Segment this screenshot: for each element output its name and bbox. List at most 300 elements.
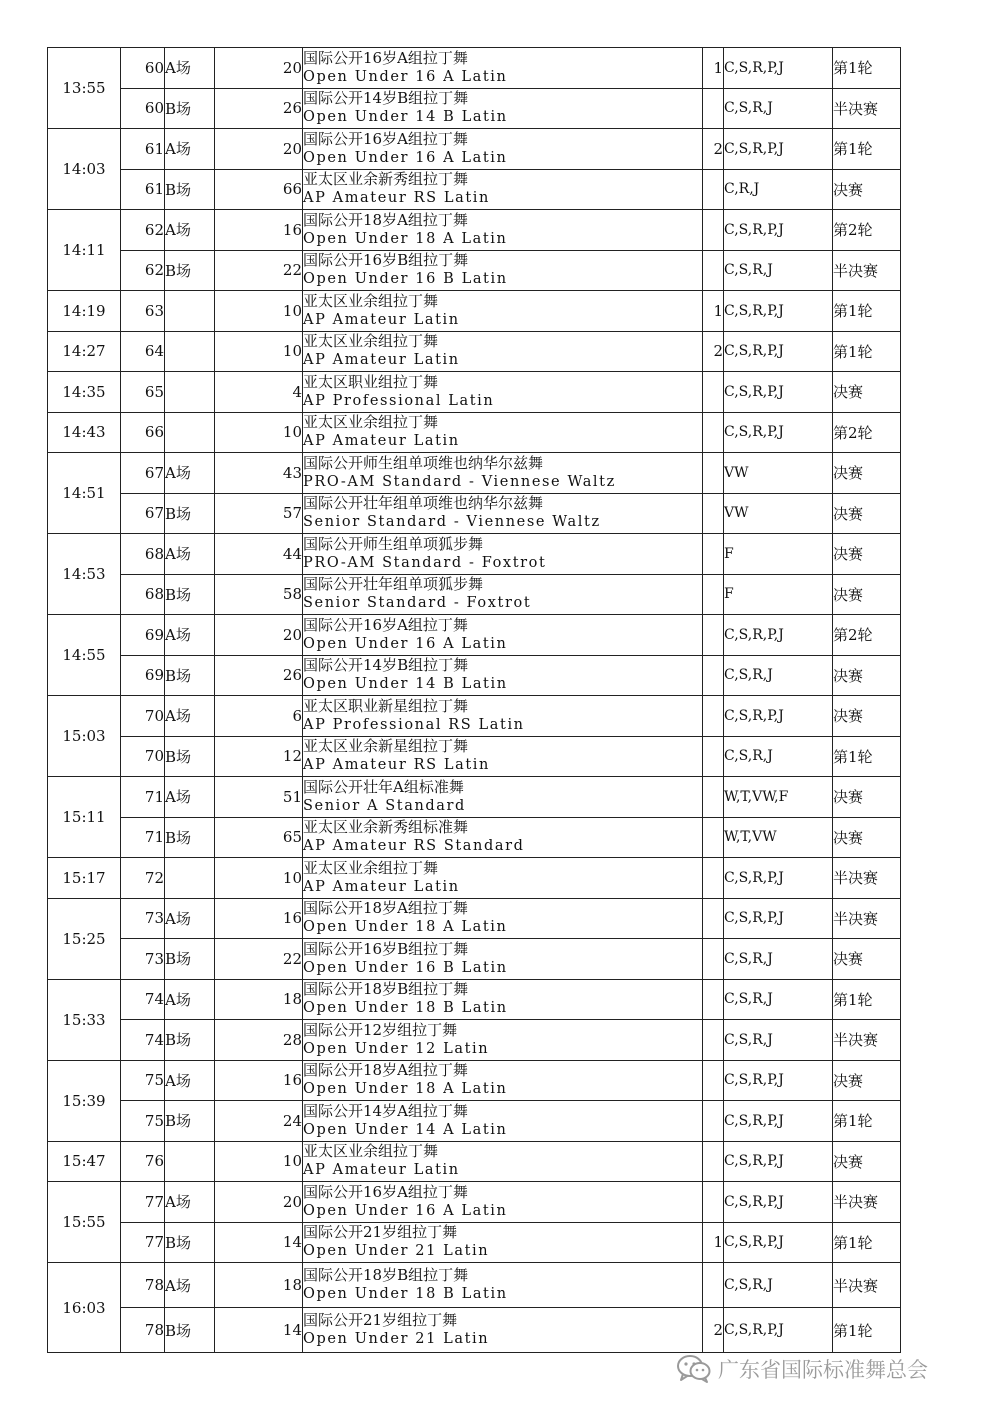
schedule-body xyxy=(48,48,901,1353)
event-number: 78 xyxy=(121,1263,165,1308)
time-slot: 14:03 xyxy=(48,129,121,210)
dance-list: VW xyxy=(724,493,833,534)
dance-list: C,S,R,P,J xyxy=(724,372,833,413)
table-row xyxy=(48,210,901,251)
watermark-text: 广东省国际标准舞总会 xyxy=(718,1358,928,1382)
event-name xyxy=(303,1308,703,1353)
event-name-cn: 国际公开16岁A组拉丁舞 xyxy=(303,48,468,67)
event-name-cn: 国际公开16岁B组拉丁舞 xyxy=(303,939,469,958)
time-slot: 15:17 xyxy=(48,858,121,899)
couple-count: 20 xyxy=(215,1182,303,1223)
time-slot: 14:55 xyxy=(48,615,121,696)
event-name-cn: 国际公开18岁A组拉丁舞 xyxy=(303,210,468,229)
event-number: 70 xyxy=(121,696,165,737)
event-name-en: AP Amateur Latin xyxy=(303,1162,460,1179)
event-name-en: Open Under 12 Latin xyxy=(303,1040,490,1057)
event-name-en: AP Amateur Latin xyxy=(303,311,460,328)
heat-number: 1 xyxy=(703,1222,724,1263)
dance-list: C,S,R,P,J xyxy=(724,48,833,89)
event-number: 69 xyxy=(121,655,165,696)
event-name xyxy=(303,331,703,372)
event-number: 65 xyxy=(121,372,165,413)
court-label: A场 xyxy=(165,210,215,251)
court-label xyxy=(165,291,215,332)
event-name-cn: 国际公开壮年A组标准舞 xyxy=(303,777,464,796)
time-slot: 15:47 xyxy=(48,1141,121,1182)
event-name-cn: 国际公开21岁组拉丁舞 xyxy=(303,1223,458,1242)
dance-list: W,T,VW xyxy=(724,817,833,858)
event-name-cn: 亚太区业余新星组拉丁舞 xyxy=(303,737,469,756)
table-row xyxy=(48,88,901,129)
event-name-en: AP Amateur RS Latin xyxy=(303,190,490,207)
heat-number xyxy=(703,250,724,291)
event-name-en: Open Under 16 A Latin xyxy=(303,68,508,85)
couple-count: 66 xyxy=(215,169,303,210)
court-label: B场 xyxy=(165,736,215,777)
event-name-cn: 国际公开16岁A组拉丁舞 xyxy=(303,615,468,634)
heat-number xyxy=(703,574,724,615)
event-name-en: PRO-AM Standard - Foxtrot xyxy=(303,554,547,571)
event-number: 68 xyxy=(121,574,165,615)
round-label: 第1轮 xyxy=(833,979,901,1020)
round-label: 第1轮 xyxy=(833,1308,901,1353)
dance-list: C,S,R,P,J xyxy=(724,898,833,939)
couple-count: 44 xyxy=(215,534,303,575)
round-label: 决赛 xyxy=(833,1141,901,1182)
time-slot: 14:53 xyxy=(48,534,121,615)
round-label: 决赛 xyxy=(833,939,901,980)
court-label: A场 xyxy=(165,777,215,818)
event-name-en: Senior Standard - Viennese Waltz xyxy=(303,514,601,531)
event-number: 64 xyxy=(121,331,165,372)
heat-number xyxy=(703,372,724,413)
court-label: A场 xyxy=(165,979,215,1020)
court-label: B场 xyxy=(165,574,215,615)
dance-list: F xyxy=(724,574,833,615)
time-slot: 15:03 xyxy=(48,696,121,777)
event-name-cn: 国际公开16岁B组拉丁舞 xyxy=(303,251,469,270)
event-number: 61 xyxy=(121,129,165,170)
table-row xyxy=(48,1060,901,1101)
dance-list: C,S,R,P,J xyxy=(724,615,833,656)
court-label: A场 xyxy=(165,615,215,656)
round-label: 第2轮 xyxy=(833,615,901,656)
dance-list: C,S,R,P,J xyxy=(724,1101,833,1142)
event-number: 67 xyxy=(121,493,165,534)
table-row xyxy=(48,655,901,696)
couple-count: 20 xyxy=(215,615,303,656)
event-number: 75 xyxy=(121,1060,165,1101)
event-name-en: Open Under 14 A Latin xyxy=(303,1121,508,1138)
event-name xyxy=(303,574,703,615)
event-name xyxy=(303,777,703,818)
round-label: 第2轮 xyxy=(833,412,901,453)
time-slot: 14:11 xyxy=(48,210,121,291)
event-name-cn: 国际公开师生组单项狐步舞 xyxy=(303,534,484,553)
event-name-en: PRO-AM Standard - Viennese Waltz xyxy=(303,473,616,490)
round-label: 第1轮 xyxy=(833,1222,901,1263)
couple-count: 51 xyxy=(215,777,303,818)
heat-number: 2 xyxy=(703,331,724,372)
time-slot: 14:43 xyxy=(48,412,121,453)
event-name xyxy=(303,1060,703,1101)
couple-count: 43 xyxy=(215,453,303,494)
round-label: 半决赛 xyxy=(833,88,901,129)
event-name-en: Open Under 14 B Latin xyxy=(303,109,508,126)
heat-number xyxy=(703,898,724,939)
round-label: 决赛 xyxy=(833,777,901,818)
event-name-en: Open Under 18 B Latin xyxy=(303,1286,508,1302)
dance-list: F xyxy=(724,534,833,575)
round-label: 第1轮 xyxy=(833,48,901,89)
couple-count: 10 xyxy=(215,858,303,899)
round-label: 第1轮 xyxy=(833,291,901,332)
event-name xyxy=(303,1182,703,1223)
event-name-en: Open Under 18 A Latin xyxy=(303,919,508,936)
round-label: 半决赛 xyxy=(833,1020,901,1061)
couple-count: 20 xyxy=(215,129,303,170)
event-name-cn: 国际公开师生组单项维也纳华尔兹舞 xyxy=(303,453,544,472)
time-slot: 16:03 xyxy=(48,1263,121,1353)
event-name-cn: 国际公开18岁A组拉丁舞 xyxy=(303,1061,468,1080)
time-slot: 15:55 xyxy=(48,1182,121,1263)
court-label: B场 xyxy=(165,169,215,210)
court-label xyxy=(165,412,215,453)
time-slot: 14:51 xyxy=(48,453,121,534)
event-number: 76 xyxy=(121,1141,165,1182)
heat-number xyxy=(703,858,724,899)
event-name-en: AP Amateur Latin xyxy=(303,878,460,895)
round-label: 第1轮 xyxy=(833,129,901,170)
event-number: 78 xyxy=(121,1308,165,1353)
event-number: 77 xyxy=(121,1182,165,1223)
table-row xyxy=(48,979,901,1020)
table-row xyxy=(48,412,901,453)
court-label: A场 xyxy=(165,1263,215,1308)
event-number: 60 xyxy=(121,48,165,89)
heat-number xyxy=(703,412,724,453)
event-number: 71 xyxy=(121,817,165,858)
event-number: 69 xyxy=(121,615,165,656)
event-name xyxy=(303,655,703,696)
dance-list: C,S,R,P,J xyxy=(724,1222,833,1263)
couple-count: 58 xyxy=(215,574,303,615)
court-label: A场 xyxy=(165,1060,215,1101)
heat-number xyxy=(703,696,724,737)
couple-count: 65 xyxy=(215,817,303,858)
court-label xyxy=(165,331,215,372)
schedule-table xyxy=(47,47,901,1353)
court-label: B场 xyxy=(165,88,215,129)
table-row xyxy=(48,169,901,210)
event-name xyxy=(303,979,703,1020)
table-row xyxy=(48,129,901,170)
time-slot: 14:19 xyxy=(48,291,121,332)
dance-list: C,S,R,P,J xyxy=(724,1182,833,1223)
event-number: 73 xyxy=(121,939,165,980)
court-label: B场 xyxy=(165,1222,215,1263)
event-name xyxy=(303,412,703,453)
event-name-cn: 国际公开18岁B组拉丁舞 xyxy=(303,980,469,999)
round-label: 半决赛 xyxy=(833,250,901,291)
event-name-cn: 国际公开14岁A组拉丁舞 xyxy=(303,1101,468,1120)
table-row xyxy=(48,534,901,575)
court-label: A场 xyxy=(165,129,215,170)
couple-count: 18 xyxy=(215,1263,303,1308)
event-name xyxy=(303,1141,703,1182)
event-name-cn: 亚太区业余组拉丁舞 xyxy=(303,291,439,310)
heat-number xyxy=(703,979,724,1020)
event-number: 70 xyxy=(121,736,165,777)
event-name xyxy=(303,88,703,129)
event-name-en: Open Under 16 A Latin xyxy=(303,1202,508,1219)
event-name xyxy=(303,493,703,534)
heat-number: 2 xyxy=(703,129,724,170)
heat-number: 1 xyxy=(703,291,724,332)
event-name xyxy=(303,453,703,494)
couple-count: 12 xyxy=(215,736,303,777)
heat-number xyxy=(703,1141,724,1182)
table-row xyxy=(48,1263,901,1308)
dance-list: C,S,R,P,J xyxy=(724,210,833,251)
couple-count: 14 xyxy=(215,1308,303,1353)
couple-count: 26 xyxy=(215,655,303,696)
round-label: 第1轮 xyxy=(833,331,901,372)
couple-count: 28 xyxy=(215,1020,303,1061)
dance-list: C,S,R,J xyxy=(724,736,833,777)
event-name xyxy=(303,736,703,777)
event-number: 61 xyxy=(121,169,165,210)
table-row xyxy=(48,1182,901,1223)
time-slot: 15:25 xyxy=(48,898,121,979)
table-row xyxy=(48,1101,901,1142)
event-number: 68 xyxy=(121,534,165,575)
event-name-en: Senior A Standard xyxy=(303,797,466,814)
court-label: A场 xyxy=(165,534,215,575)
event-name-en: AP Amateur RS Latin xyxy=(303,757,490,774)
event-name xyxy=(303,898,703,939)
dance-list: C,S,R,P,J xyxy=(724,696,833,737)
court-label: B场 xyxy=(165,655,215,696)
round-label: 决赛 xyxy=(833,696,901,737)
round-label: 决赛 xyxy=(833,817,901,858)
event-name-en: Open Under 18 A Latin xyxy=(303,1081,508,1098)
heat-number: 2 xyxy=(703,1308,724,1353)
table-row xyxy=(48,615,901,656)
court-label xyxy=(165,1141,215,1182)
event-name xyxy=(303,129,703,170)
event-number: 77 xyxy=(121,1222,165,1263)
round-label: 决赛 xyxy=(833,534,901,575)
event-number: 74 xyxy=(121,979,165,1020)
event-name xyxy=(303,291,703,332)
round-label: 决赛 xyxy=(833,574,901,615)
event-name-en: AP Amateur Latin xyxy=(303,433,460,450)
event-name-en: AP Amateur Latin xyxy=(303,352,460,369)
heat-number xyxy=(703,534,724,575)
couple-count: 6 xyxy=(215,696,303,737)
event-name-en: Open Under 18 B Latin xyxy=(303,1000,508,1017)
court-label xyxy=(165,858,215,899)
event-name xyxy=(303,169,703,210)
time-slot: 14:27 xyxy=(48,331,121,372)
event-name xyxy=(303,939,703,980)
event-name-en: AP Professional RS Latin xyxy=(303,716,525,733)
heat-number xyxy=(703,817,724,858)
table-row xyxy=(48,1141,901,1182)
round-label: 第2轮 xyxy=(833,210,901,251)
dance-list: C,S,R,J xyxy=(724,88,833,129)
event-name xyxy=(303,250,703,291)
court-label: A场 xyxy=(165,453,215,494)
event-name-en: AP Professional Latin xyxy=(303,392,495,409)
round-label: 决赛 xyxy=(833,169,901,210)
event-name xyxy=(303,210,703,251)
table-row xyxy=(48,777,901,818)
couple-count: 10 xyxy=(215,331,303,372)
heat-number: 1 xyxy=(703,48,724,89)
table-row xyxy=(48,372,901,413)
event-name xyxy=(303,858,703,899)
heat-number xyxy=(703,453,724,494)
dance-list: C,S,R,J xyxy=(724,979,833,1020)
event-name xyxy=(303,1101,703,1142)
event-name-cn: 国际公开壮年组单项狐步舞 xyxy=(303,575,484,594)
dance-list: C,S,R,J xyxy=(724,1020,833,1061)
court-label: A场 xyxy=(165,48,215,89)
couple-count: 26 xyxy=(215,88,303,129)
event-number: 75 xyxy=(121,1101,165,1142)
court-label: A场 xyxy=(165,1182,215,1223)
time-slot: 15:11 xyxy=(48,777,121,858)
event-name-cn: 亚太区业余组拉丁舞 xyxy=(303,413,439,432)
event-name xyxy=(303,372,703,413)
table-row xyxy=(48,696,901,737)
heat-number xyxy=(703,1263,724,1308)
event-name-en: Open Under 14 B Latin xyxy=(303,676,508,693)
event-name xyxy=(303,1222,703,1263)
couple-count: 10 xyxy=(215,412,303,453)
event-name-en: AP Amateur RS Standard xyxy=(303,838,525,855)
couple-count: 4 xyxy=(215,372,303,413)
heat-number xyxy=(703,655,724,696)
event-name-en: Open Under 16 B Latin xyxy=(303,271,508,288)
table-row xyxy=(48,1020,901,1061)
event-number: 62 xyxy=(121,250,165,291)
event-number: 67 xyxy=(121,453,165,494)
table-row xyxy=(48,1308,901,1353)
event-name xyxy=(303,48,703,89)
event-number: 60 xyxy=(121,88,165,129)
event-name-cn: 国际公开16岁A组拉丁舞 xyxy=(303,1182,468,1201)
event-name xyxy=(303,1263,703,1308)
court-label: B场 xyxy=(165,250,215,291)
dance-list: C,R,J xyxy=(724,169,833,210)
event-name-cn: 亚太区职业新星组拉丁舞 xyxy=(303,696,469,715)
event-name-cn: 国际公开18岁A组拉丁舞 xyxy=(303,899,468,918)
court-label: B场 xyxy=(165,1101,215,1142)
round-label: 半决赛 xyxy=(833,1263,901,1308)
court-label: B场 xyxy=(165,493,215,534)
dance-list: C,S,R,P,J xyxy=(724,331,833,372)
dance-list: C,S,R,P,J xyxy=(724,1141,833,1182)
event-name-en: Open Under 21 Latin xyxy=(303,1331,490,1347)
heat-number xyxy=(703,736,724,777)
round-label: 第1轮 xyxy=(833,736,901,777)
table-row xyxy=(48,48,901,89)
couple-count: 16 xyxy=(215,898,303,939)
wechat-icon xyxy=(676,1354,712,1384)
event-name xyxy=(303,1020,703,1061)
heat-number xyxy=(703,1060,724,1101)
table-row xyxy=(48,817,901,858)
event-name-cn: 国际公开16岁A组拉丁舞 xyxy=(303,129,468,148)
table-row xyxy=(48,939,901,980)
court-label: B场 xyxy=(165,1308,215,1353)
heat-number xyxy=(703,1020,724,1061)
table-row xyxy=(48,1222,901,1263)
dance-list: C,S,R,J xyxy=(724,250,833,291)
table-row xyxy=(48,858,901,899)
court-label: B场 xyxy=(165,939,215,980)
event-name xyxy=(303,696,703,737)
event-name-cn: 亚太区业余新秀组标准舞 xyxy=(303,818,469,837)
event-name-cn: 国际公开18岁B组拉丁舞 xyxy=(303,1266,469,1284)
couple-count: 20 xyxy=(215,48,303,89)
round-label: 决赛 xyxy=(833,453,901,494)
watermark xyxy=(676,1352,928,1386)
court-label: B场 xyxy=(165,817,215,858)
dance-list: C,S,R,P,J xyxy=(724,129,833,170)
event-name xyxy=(303,817,703,858)
event-number: 63 xyxy=(121,291,165,332)
couple-count: 57 xyxy=(215,493,303,534)
table-row xyxy=(48,453,901,494)
couple-count: 24 xyxy=(215,1101,303,1142)
dance-list: W,T,VW,F xyxy=(724,777,833,818)
table-row xyxy=(48,291,901,332)
heat-number xyxy=(703,210,724,251)
event-name-cn: 亚太区业余组拉丁舞 xyxy=(303,332,439,351)
dance-list: C,S,R,P,J xyxy=(724,412,833,453)
round-label: 半决赛 xyxy=(833,1182,901,1223)
couple-count: 22 xyxy=(215,250,303,291)
event-name-cn: 亚太区业余组拉丁舞 xyxy=(303,858,439,877)
event-name-en: Open Under 18 A Latin xyxy=(303,230,508,247)
table-row xyxy=(48,898,901,939)
round-label: 半决赛 xyxy=(833,858,901,899)
couple-count: 18 xyxy=(215,979,303,1020)
dance-list: C,S,R,J xyxy=(724,939,833,980)
event-name-cn: 亚太区业余新秀组拉丁舞 xyxy=(303,170,469,189)
event-name-en: Open Under 16 A Latin xyxy=(303,149,508,166)
couple-count: 22 xyxy=(215,939,303,980)
dance-list: C,S,R,P,J xyxy=(724,858,833,899)
court-label: A场 xyxy=(165,696,215,737)
heat-number xyxy=(703,1182,724,1223)
round-label: 第1轮 xyxy=(833,1101,901,1142)
dance-list: C,S,R,J xyxy=(724,655,833,696)
dance-list: C,S,R,P,J xyxy=(724,1308,833,1353)
time-slot: 14:35 xyxy=(48,372,121,413)
dance-list: C,S,R,P,J xyxy=(724,1060,833,1101)
court-label: A场 xyxy=(165,898,215,939)
table-row xyxy=(48,574,901,615)
event-name-cn: 亚太区业余组拉丁舞 xyxy=(303,1142,439,1161)
heat-number xyxy=(703,88,724,129)
event-name-cn: 国际公开14岁B组拉丁舞 xyxy=(303,89,469,108)
event-name-en: Open Under 16 B Latin xyxy=(303,959,508,976)
